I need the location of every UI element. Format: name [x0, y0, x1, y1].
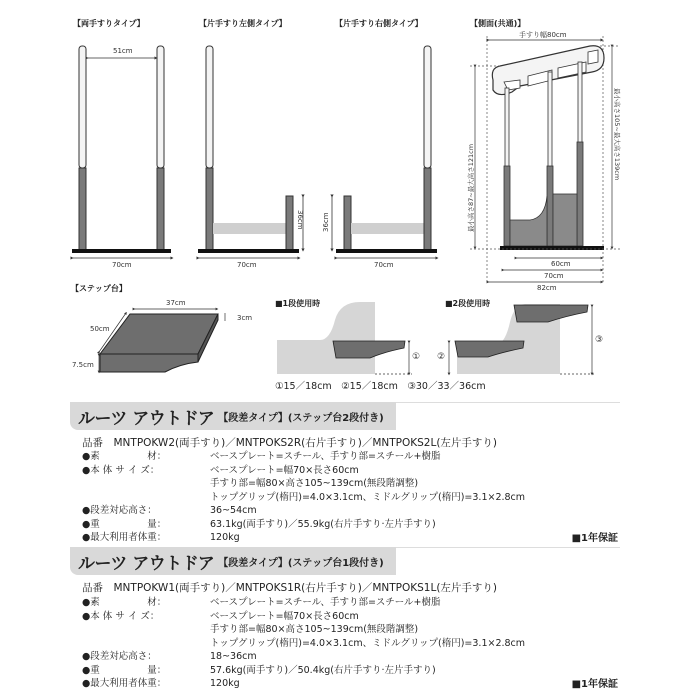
- side-base-82: 82cm: [537, 284, 557, 292]
- product-1-warranty: ■1年保証: [571, 533, 618, 544]
- spec-row-max-user-weight: ●最大利用者体重： 120kg: [82, 678, 240, 689]
- usage-mark-3: ③: [595, 335, 604, 345]
- product-1-specs: [82, 450, 525, 545]
- spec-row-step-height: ●段差対応高さ： 36~54cm: [82, 505, 257, 516]
- side-view-title: 【側面(共通)】: [470, 19, 526, 28]
- spec-row-weight: ●重 量： 63.1kg(両手すり)／55.9kg(右片手すり·左片手すり): [82, 518, 436, 530]
- product-1-header: [70, 402, 396, 430]
- product-1-name: ルーツ アウトドア: [78, 408, 215, 429]
- side-base-70: 70cm: [544, 272, 564, 280]
- step-depth: 50cm: [90, 325, 110, 333]
- front-view-both-handrails: [72, 46, 172, 258]
- spec-row-size-handrail: 手すり部=幅80×高さ105~139cm(無段階調整): [210, 478, 419, 489]
- usage-one-step-title: ■1段使用時: [275, 299, 321, 308]
- product-2-warranty: ■1年保証: [571, 679, 618, 690]
- spec-row-step-height: ●段差対応高さ： 18~36cm: [82, 651, 257, 662]
- front-left-step-height: 36cm: [296, 210, 304, 230]
- side-handrail-width: 手すり幅80cm: [519, 31, 567, 39]
- usage-legend: ①15／18cm ②15／18cm ③30／33／36cm: [275, 381, 486, 392]
- front-both-top-width: 51cm: [113, 47, 133, 55]
- spec-row-max-user-weight: ●最大利用者体重： 120kg: [82, 532, 240, 543]
- product-1-type: 【段差タイプ】: [218, 412, 288, 424]
- product-2-specs: [82, 596, 525, 691]
- front-left-title: 【片手すり左側タイプ】: [199, 19, 287, 28]
- usage-one-step-diagram: [277, 302, 412, 374]
- spec-row-size: ●本 体 サ イ ズ： ベースプレート=幅70×長さ60cm: [82, 610, 359, 622]
- side-right-height: 最小高さ105~最大高さ139cm: [613, 88, 621, 181]
- spec-row-size-handrail: 手すり部=幅80×高さ105~139cm(無段階調整): [210, 624, 419, 635]
- usage-two-step-diagram: [449, 304, 596, 374]
- spec-row-size-grip: トップグリップ(楕円)=4.0×3.1cm、ミドルグリップ(楕円)=3.1×2.8cm: [210, 491, 526, 503]
- front-left-base-width: 70cm: [237, 261, 257, 269]
- spec-row-material: ●素 材： ベースプレート=スチール、手すり部=スチール+樹脂: [82, 597, 441, 608]
- product-2-model-numbers: 品番 MNTPOKW1(両手すり)／MNTPOKS1R(右片手すり)／MNTPOKS1L(左片手すり): [82, 582, 498, 594]
- side-view: [470, 36, 620, 282]
- step-thickness: 3cm: [237, 314, 253, 322]
- spec-row-weight: ●重 量： 57.6kg(両手すり)／50.4kg(右片手すり·左片手すり): [82, 664, 436, 676]
- usage-two-step-title: ■2段使用時: [445, 299, 491, 308]
- front-right-title: 【片手すり右側タイプ】: [335, 19, 423, 28]
- step-platform-diagram: [99, 309, 225, 372]
- usage-mark-2: ②: [437, 352, 446, 362]
- side-left-height: 最小高さ87~最大高さ121cm: [467, 143, 475, 232]
- step-width: 37cm: [166, 299, 186, 307]
- front-both-base-width: 70cm: [112, 261, 132, 269]
- spec-row-size: ●本 体 サ イ ズ： ベースプレート=幅70×長さ60cm: [82, 464, 359, 476]
- front-right-base-width: 70cm: [374, 261, 394, 269]
- product-2-variant: (ステップ台1段付き): [287, 557, 384, 569]
- product-1-variant: (ステップ台2段付き): [287, 412, 384, 424]
- front-right-step-height: 36cm: [322, 212, 330, 232]
- side-base-60: 60cm: [551, 260, 571, 268]
- spec-row-size-grip: トップグリップ(楕円)=4.0×3.1cm、ミドルグリップ(楕円)=3.1×2.8cm: [210, 637, 526, 649]
- step-height: 7.5cm: [72, 361, 94, 369]
- usage-mark-1: ①: [412, 352, 421, 362]
- product-2-header: [70, 547, 396, 575]
- product-1-model-numbers: 品番 MNTPOKW2(両手すり)／MNTPOKS2R(右片手すり)／MNTPOKS2L(左片手すり): [82, 437, 498, 449]
- product-2-name: ルーツ アウトドア: [78, 553, 215, 574]
- step-title: 【ステップ台】: [71, 284, 127, 293]
- front-view-left-handrail: [198, 46, 303, 258]
- front-both-title: 【両手すりタイプ】: [73, 19, 145, 28]
- product-2-type: 【段差タイプ】: [218, 557, 288, 569]
- front-view-right-handrail: [332, 46, 437, 258]
- spec-row-material: ●素 材： ベースプレート=スチール、手すり部=スチール+樹脂: [82, 451, 441, 462]
